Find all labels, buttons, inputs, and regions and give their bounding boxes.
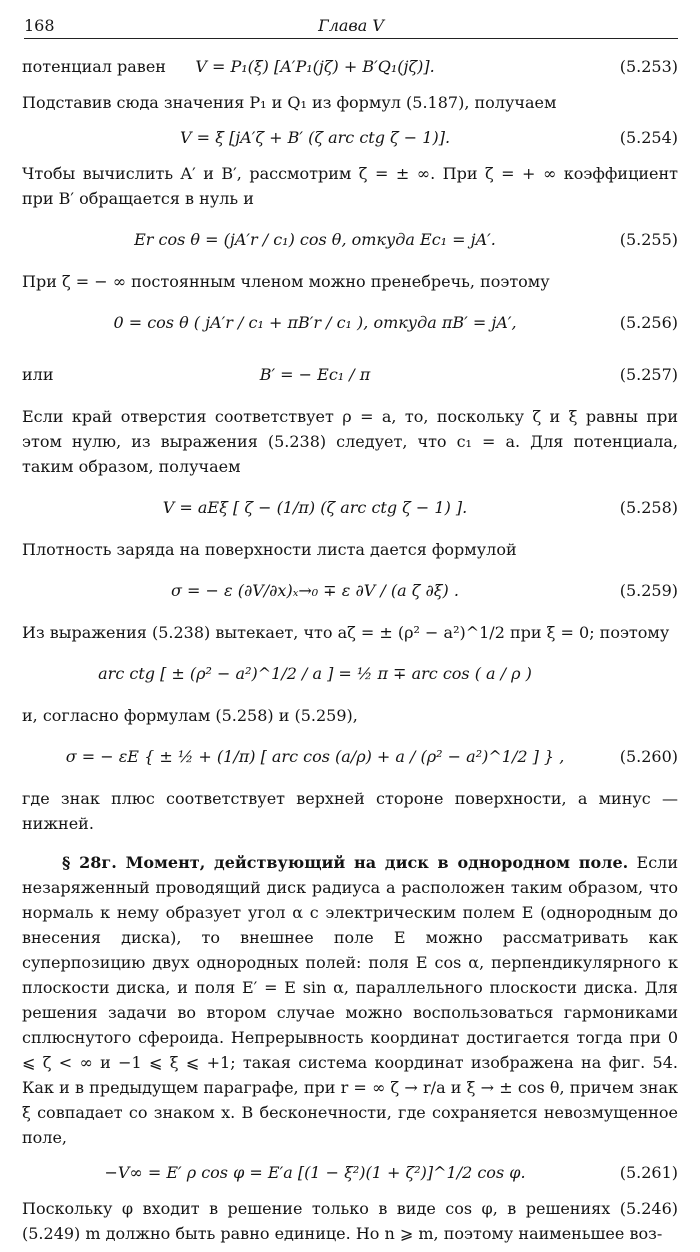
equation-text: B′ = − Ec₁ / π <box>259 365 371 384</box>
paragraph: Из выражения (5.238) вытекает, что aζ = ± (ρ² − a²)^1/2 при ξ = 0; поэтому <box>22 623 670 642</box>
equation-number: (5.255) <box>619 230 678 249</box>
paragraph: и, согласно формулам (5.258) и (5.259), <box>22 706 358 725</box>
equation-5-255 <box>22 217 678 261</box>
section-paragraph <box>22 850 678 1150</box>
equation-number: (5.256) <box>619 313 678 332</box>
equation-number: (5.253) <box>619 57 678 76</box>
equation-number: (5.259) <box>619 581 678 600</box>
equation-text: Er cos θ = (jA′r / c₁) cos θ, откуда Ec₁ = jA′. <box>134 230 496 249</box>
page-body <box>22 48 678 1252</box>
equation-5-261 <box>22 1156 678 1188</box>
equation-5-253 <box>22 50 678 82</box>
equation-text: V = P₁(ξ) [A′P₁(jζ) + B′Q₁(jζ)]. <box>195 57 435 76</box>
paragraph-lead: или <box>22 365 54 384</box>
equation-5-254 <box>22 121 678 153</box>
equation-number: (5.260) <box>619 747 678 766</box>
section-title: § 28г. Момент, действующий на диск в однородном поле. <box>62 853 629 872</box>
paragraph: Плотность заряда на поверхности листа дается формулой <box>22 540 517 559</box>
equation-number: (5.254) <box>619 128 678 147</box>
equation-5-260 <box>22 734 678 778</box>
equation-text: V = ξ [jA′ζ + B′ (ζ arc ctg ζ − 1)]. <box>179 128 451 147</box>
paragraph: Поскольку φ входит в решение только в виде cos φ, в решениях (5.246) (5.249) m должно быть равно единице. Но n ⩾ m, поэтому наименьшее воз- <box>22 1199 678 1243</box>
equation-5-259 <box>22 568 678 612</box>
paragraph: Подставив сюда значения P₁ и Q₁ из формул (5.187), получаем <box>22 93 557 112</box>
equation-text: σ = − ε (∂V/∂x)ₓ→₀ ∓ ε ∂V / (a ζ ∂ξ) . <box>171 581 459 600</box>
paragraph: где знак плюс соответствует верхней стороне поверхности, а минус — нижней. <box>22 789 678 833</box>
equation-number: (5.257) <box>619 365 678 384</box>
page-number: 168 <box>24 16 55 35</box>
paragraph: При ζ = − ∞ постоянным членом можно пренебречь, поэтому <box>22 272 550 291</box>
chapter-title: Глава V <box>318 16 384 35</box>
equation-arc-ctg <box>22 651 678 695</box>
equation-number: (5.258) <box>619 498 678 517</box>
equation-5-258 <box>22 485 678 529</box>
paragraph: Если край отверстия соответствует ρ = a, то, поскольку ζ и ξ равны при этом нулю, из выражения (5.238) следует, что c₁ = a. Для потенциала, таким образом, получаем <box>22 407 678 476</box>
equation-number: (5.261) <box>619 1163 678 1182</box>
equation-text: V = aEξ [ ζ − (1/π) (ζ arc ctg ζ − 1) ]. <box>162 498 468 517</box>
equation-text: 0 = cos θ ( jA′r / c₁ + πB′r / c₁ ), откуда πB′ = jA′, <box>113 313 517 332</box>
paragraph: Чтобы вычислить A′ и B′, рассмотрим ζ = ± ∞. При ζ = + ∞ коэффициент при B′ обращается в нуль и <box>22 164 678 208</box>
equation-text: σ = − εE { ± ½ + (1/π) [ arc cos (a/ρ) + a / (ρ² − a²)^1/2 ] } , <box>65 747 565 766</box>
paragraph-lead: потенциал равен <box>22 57 166 76</box>
equation-text: −V∞ = E′ ρ cos φ = E′a [(1 − ξ²)(1 + ζ²)]^1/2 cos φ. <box>104 1163 526 1182</box>
equation-5-256 <box>22 300 678 344</box>
equation-5-257 <box>22 352 678 396</box>
header-rule <box>24 38 678 39</box>
equation-text: arc ctg [ ± (ρ² − a²)^1/2 / a ] = ½ π ∓ arc cos ( a / ρ ) <box>98 664 532 683</box>
page-header <box>24 16 678 38</box>
section-text: Если незаряженный проводящий диск радиуса a расположен таким образом, что нормаль к нему образует угол α с электрическим полем E (однородным до внесения диска), то внешнее поле E можно рассматривать как суперпозицию двух однородных полей: поля E cos α, перпендикулярного к плоскости диска, и поля E′ = E sin α, параллельного плоскости диска. Для решения задачи во втором случае можно воспользоваться гармониками сплюснутого сфероида. Непрерывность координат достигается тогда при 0 ⩽ ζ < ∞ и −1 ⩽ ξ ⩽ +1; такая система координат изображена на фиг. 54. Как и в предыдущем параграфе, при r = ∞ ζ → r/a и ξ → ± cos θ, причем знак ξ совпадает со знаком x. В бесконечности, где сохраняется невозмущенное поле, <box>22 853 678 1147</box>
